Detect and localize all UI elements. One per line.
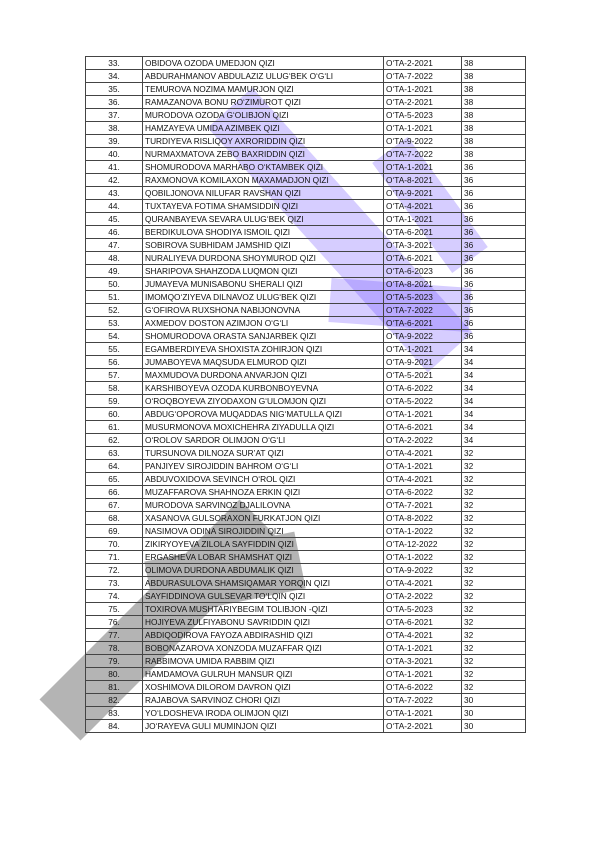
score-value: 36 (462, 239, 526, 252)
table-row (86, 70, 526, 83)
score-value: 34 (462, 382, 526, 395)
row-number: 82. (86, 694, 143, 707)
table-row (86, 291, 526, 304)
score-value: 30 (462, 707, 526, 720)
table-row (86, 473, 526, 486)
row-number: 75. (86, 603, 143, 616)
row-number: 67. (86, 499, 143, 512)
table-row (86, 668, 526, 681)
group-code: O‘TA-1-2021 (384, 642, 462, 655)
score-value: 34 (462, 356, 526, 369)
table-row (86, 226, 526, 239)
group-code: O‘TA-8-2021 (384, 278, 462, 291)
score-value: 38 (462, 135, 526, 148)
score-value: 36 (462, 252, 526, 265)
table-row (86, 681, 526, 694)
group-code: O‘TA-3-2021 (384, 239, 462, 252)
student-name: SAYFIDDINOVA GULSEVAR TO‘LQIN QIZI (143, 590, 384, 603)
group-code: O‘TA-6-2022 (384, 382, 462, 395)
student-name: MURODOVA OZODA G‘OLIBJON QIZI (143, 109, 384, 122)
table-row (86, 356, 526, 369)
row-number: 36. (86, 96, 143, 109)
score-value: 36 (462, 226, 526, 239)
score-value: 36 (462, 278, 526, 291)
table-row (86, 187, 526, 200)
row-number: 48. (86, 252, 143, 265)
score-value: 36 (462, 265, 526, 278)
student-name: TURSUNOVA DILNOZA SUR’AT QIZI (143, 447, 384, 460)
group-code: O‘TA-9-2022 (384, 564, 462, 577)
group-code: O‘TA-6-2023 (384, 265, 462, 278)
score-value: 32 (462, 512, 526, 525)
student-name: ABDURAHMANOV ABDULAZIZ ULUG‘BEK O‘G‘LI (143, 70, 384, 83)
row-number: 74. (86, 590, 143, 603)
group-code: O‘TA-4-2021 (384, 447, 462, 460)
table-row (86, 408, 526, 421)
table-row (86, 330, 526, 343)
table-row (86, 343, 526, 356)
student-name: SHARIPOVA SHAHZODA LUQMON QIZI (143, 265, 384, 278)
student-name: RAJABOVA SARVINOZ CHORI QIZI (143, 694, 384, 707)
group-code: O‘TA-6-2022 (384, 486, 462, 499)
score-value: 32 (462, 486, 526, 499)
student-name: HOJIYEVA ZULFIYABONU SAVRIDDIN QIZI (143, 616, 384, 629)
student-name: EGAMBERDIYEVA SHOXISTA ZOHIRJON QIZI (143, 343, 384, 356)
student-name: TUXTAYEVA FOTIMA SHAMSIDDIN QIZI (143, 200, 384, 213)
group-code: O‘TA-7-2022 (384, 304, 462, 317)
row-number: 42. (86, 174, 143, 187)
group-code: O‘TA-1-2021 (384, 707, 462, 720)
row-number: 73. (86, 577, 143, 590)
score-value: 32 (462, 525, 526, 538)
student-name: ABDURASULOVA SHAMSIQAMAR YORQIN QIZI (143, 577, 384, 590)
group-code: O‘TA-6-2021 (384, 317, 462, 330)
row-number: 84. (86, 720, 143, 733)
row-number: 80. (86, 668, 143, 681)
score-value: 32 (462, 642, 526, 655)
table-row (86, 161, 526, 174)
score-value: 32 (462, 629, 526, 642)
row-number: 49. (86, 265, 143, 278)
student-name: SHOMURODOVA ORASTA SANJARBEK QIZI (143, 330, 384, 343)
table-row (86, 642, 526, 655)
row-number: 33. (86, 57, 143, 70)
student-name: IMOMQO‘ZIYEVA DILNAVOZ ULUG‘BEK QIZI (143, 291, 384, 304)
score-value: 32 (462, 551, 526, 564)
table-row (86, 278, 526, 291)
table-row (86, 122, 526, 135)
score-value: 34 (462, 421, 526, 434)
row-number: 50. (86, 278, 143, 291)
score-value: 36 (462, 174, 526, 187)
row-number: 44. (86, 200, 143, 213)
score-value: 38 (462, 83, 526, 96)
group-code: O‘TA-4-2021 (384, 200, 462, 213)
score-value: 32 (462, 616, 526, 629)
row-number: 35. (86, 83, 143, 96)
row-number: 34. (86, 70, 143, 83)
student-name: BERDIKULOVA SHODIYA ISMOIL QIZI (143, 226, 384, 239)
table-row (86, 694, 526, 707)
row-number: 71. (86, 551, 143, 564)
group-code: O‘TA-7-2022 (384, 694, 462, 707)
student-name: JO‘RAYEVA GULI MUMINJON QIZI (143, 720, 384, 733)
score-value: 32 (462, 538, 526, 551)
table-row (86, 369, 526, 382)
score-value: 34 (462, 395, 526, 408)
student-name: O‘ROLOV SARDOR OLIMJON O‘G‘LI (143, 434, 384, 447)
group-code: O‘TA-12-2022 (384, 538, 462, 551)
row-number: 79. (86, 655, 143, 668)
table-row (86, 148, 526, 161)
score-value: 38 (462, 122, 526, 135)
student-name: JUMAYEVA MUNISABONU SHERALI QIZI (143, 278, 384, 291)
score-value: 30 (462, 720, 526, 733)
row-number: 38. (86, 122, 143, 135)
table-row (86, 96, 526, 109)
table-row (86, 252, 526, 265)
score-value: 36 (462, 187, 526, 200)
student-name: HAMDAMOVA GULRUH MANSUR QIZI (143, 668, 384, 681)
score-value: 32 (462, 655, 526, 668)
row-number: 47. (86, 239, 143, 252)
score-value: 36 (462, 213, 526, 226)
student-name: RABBIMOVA UMIDA RABBIM QIZI (143, 655, 384, 668)
table-row (86, 499, 526, 512)
table-row (86, 57, 526, 70)
group-code: O‘TA-2-2022 (384, 590, 462, 603)
student-name: JUMABOYEVA MAQSUDA ELMUROD QIZI (143, 356, 384, 369)
table-row (86, 109, 526, 122)
student-name: QOBILJONOVA NILUFAR RAVSHAN QIZI (143, 187, 384, 200)
table-row (86, 83, 526, 96)
row-number: 55. (86, 343, 143, 356)
row-number: 65. (86, 473, 143, 486)
table-row (86, 317, 526, 330)
group-code: O‘TA-4-2021 (384, 473, 462, 486)
row-number: 51. (86, 291, 143, 304)
table-row (86, 720, 526, 733)
row-number: 54. (86, 330, 143, 343)
student-score-table (85, 56, 526, 733)
table-row (86, 447, 526, 460)
student-name: NURALIYEVA DURDONA SHOYMUROD QIZI (143, 252, 384, 265)
row-number: 76. (86, 616, 143, 629)
group-code: O‘TA-5-2023 (384, 291, 462, 304)
table-row (86, 616, 526, 629)
group-code: O‘TA-1-2021 (384, 83, 462, 96)
score-value: 32 (462, 460, 526, 473)
score-value: 32 (462, 447, 526, 460)
row-number: 37. (86, 109, 143, 122)
table-row (86, 200, 526, 213)
table-row (86, 538, 526, 551)
row-number: 60. (86, 408, 143, 421)
table-row (86, 382, 526, 395)
row-number: 58. (86, 382, 143, 395)
row-number: 53. (86, 317, 143, 330)
score-value: 30 (462, 694, 526, 707)
row-number: 39. (86, 135, 143, 148)
group-code: O‘TA-8-2022 (384, 512, 462, 525)
row-number: 68. (86, 512, 143, 525)
group-code: O‘TA-1-2021 (384, 408, 462, 421)
group-code: O‘TA-6-2021 (384, 421, 462, 434)
group-code: O‘TA-9-2021 (384, 187, 462, 200)
table-row (86, 590, 526, 603)
table-row (86, 434, 526, 447)
student-name: MUSURMONOVA MOXICHEHRA ZIYADULLA QIZI (143, 421, 384, 434)
student-name: SOBIROVA SUBHIDAM JAMSHID QIZI (143, 239, 384, 252)
student-name: XASANOVA GULSORAXON FURKATJON QIZI (143, 512, 384, 525)
student-name: TEMUROVA NOZIMA MAMURJON QIZI (143, 83, 384, 96)
score-value: 32 (462, 473, 526, 486)
row-number: 78. (86, 642, 143, 655)
student-name: ZIKIRYOYEVA ZILOLA SAYFIDDIN QIZI (143, 538, 384, 551)
group-code: O‘TA-8-2021 (384, 174, 462, 187)
student-name: BOBONAZAROVA XONZODA MUZAFFAR QIZI (143, 642, 384, 655)
score-value: 36 (462, 317, 526, 330)
row-number: 45. (86, 213, 143, 226)
row-number: 72. (86, 564, 143, 577)
score-value: 32 (462, 668, 526, 681)
score-value: 32 (462, 603, 526, 616)
table-row (86, 577, 526, 590)
student-name: TURDIYEVA RISLIQOY AXRORIDDIN QIZI (143, 135, 384, 148)
score-value: 34 (462, 408, 526, 421)
student-name: ERGASHEVA LOBAR SHAMSHAT QIZI (143, 551, 384, 564)
group-code: O‘TA-2-2021 (384, 720, 462, 733)
score-value: 36 (462, 304, 526, 317)
group-code: O‘TA-7-2022 (384, 148, 462, 161)
row-number: 66. (86, 486, 143, 499)
student-name: NURMAXMATOVA ZEBO BAXRIDDIN QIZI (143, 148, 384, 161)
row-number: 46. (86, 226, 143, 239)
table-row (86, 460, 526, 473)
table-row (86, 629, 526, 642)
student-name: OLIMOVA DURDONA ABDUMALIK QIZI (143, 564, 384, 577)
group-code: O‘TA-5-2023 (384, 109, 462, 122)
table-row (86, 525, 526, 538)
student-name: RAXMONOVA KOMILAXON MAXAMADJON QIZI (143, 174, 384, 187)
group-code: O‘TA-6-2021 (384, 226, 462, 239)
group-code: O‘TA-9-2022 (384, 330, 462, 343)
table-row (86, 707, 526, 720)
group-code: O‘TA-4-2021 (384, 629, 462, 642)
group-code: O‘TA-2-2021 (384, 96, 462, 109)
student-name: YO‘LDOSHEVA IRODA OLIMJON QIZI (143, 707, 384, 720)
student-name: MAXMUDOVA DURDONA ANVARJON QIZI (143, 369, 384, 382)
group-code: O‘TA-5-2021 (384, 369, 462, 382)
group-code: O‘TA-1-2021 (384, 213, 462, 226)
row-number: 57. (86, 369, 143, 382)
row-number: 64. (86, 460, 143, 473)
student-name: SHOMURODOVA MARHABO O‘KTAMBEK QIZI (143, 161, 384, 174)
student-name: MURODOVA SARVINOZ DJALILOVNA (143, 499, 384, 512)
group-code: O‘TA-1-2021 (384, 122, 462, 135)
score-value: 32 (462, 577, 526, 590)
row-number: 40. (86, 148, 143, 161)
score-value: 34 (462, 343, 526, 356)
student-name: ABDIQODIROVA FAYOZA ABDIRASHID QIZI (143, 629, 384, 642)
table-row (86, 486, 526, 499)
student-name: G‘OFIROVA RUXSHONA NABIJONOVNA (143, 304, 384, 317)
score-value: 32 (462, 564, 526, 577)
student-name: PANJIYEV SIROJIDDIN BAHROM O‘G‘LI (143, 460, 384, 473)
student-name: RAMAZANOVA BONU RO‘ZIMUROT QIZI (143, 96, 384, 109)
row-number: 70. (86, 538, 143, 551)
row-number: 56. (86, 356, 143, 369)
group-code: O‘TA-4-2021 (384, 577, 462, 590)
score-value: 32 (462, 681, 526, 694)
row-number: 41. (86, 161, 143, 174)
student-name: ABDUVOXIDOVA SEVINCH O‘ROL QIZI (143, 473, 384, 486)
group-code: O‘TA-6-2021 (384, 616, 462, 629)
student-name: O‘ROQBOYEVA ZIYODAXON G‘ULOMJON QIZI (143, 395, 384, 408)
score-value: 36 (462, 161, 526, 174)
group-code: O‘TA-2-2021 (384, 57, 462, 70)
table-row (86, 174, 526, 187)
group-code: O‘TA-1-2021 (384, 668, 462, 681)
student-name: HAMZAYEVA UMIDA AZIMBEK QIZI (143, 122, 384, 135)
table-row (86, 213, 526, 226)
group-code: O‘TA-7-2021 (384, 499, 462, 512)
score-value: 38 (462, 96, 526, 109)
group-code: O‘TA-6-2022 (384, 681, 462, 694)
group-code: O‘TA-1-2022 (384, 525, 462, 538)
row-number: 43. (86, 187, 143, 200)
student-name: XOSHIMOVA DILOROM DAVRON QIZI (143, 681, 384, 694)
table-row (86, 239, 526, 252)
group-code: O‘TA-6-2021 (384, 252, 462, 265)
table-row (86, 551, 526, 564)
group-code: O‘TA-1-2022 (384, 551, 462, 564)
table-row (86, 421, 526, 434)
student-name: KARSHIBOYEVA OZODA KURBONBOYEVNA (143, 382, 384, 395)
student-name: MUZAFFAROVA SHAHNOZA ERKIN QIZI (143, 486, 384, 499)
score-value: 36 (462, 330, 526, 343)
score-value: 32 (462, 499, 526, 512)
row-number: 62. (86, 434, 143, 447)
score-value: 34 (462, 369, 526, 382)
group-code: O‘TA-9-2022 (384, 135, 462, 148)
row-number: 61. (86, 421, 143, 434)
table-row (86, 655, 526, 668)
student-name: ABDUG‘OPOROVA MUQADDAS NIG‘MATULLA QIZI (143, 408, 384, 421)
group-code: O‘TA-1-2021 (384, 161, 462, 174)
score-value: 38 (462, 70, 526, 83)
group-code: O‘TA-5-2022 (384, 395, 462, 408)
student-name: OBIDOVA OZODA UMEDJON QIZI (143, 57, 384, 70)
score-value: 36 (462, 291, 526, 304)
score-value: 38 (462, 148, 526, 161)
table-row (86, 304, 526, 317)
table-row (86, 564, 526, 577)
table-row (86, 135, 526, 148)
group-code: O‘TA-9-2021 (384, 356, 462, 369)
table-row (86, 265, 526, 278)
group-code: O‘TA-2-2022 (384, 434, 462, 447)
score-value: 36 (462, 200, 526, 213)
row-number: 52. (86, 304, 143, 317)
row-number: 69. (86, 525, 143, 538)
row-number: 83. (86, 707, 143, 720)
score-value: 38 (462, 57, 526, 70)
score-value: 32 (462, 590, 526, 603)
row-number: 59. (86, 395, 143, 408)
student-name: AXMEDOV DOSTON AZIMJON O‘G‘LI (143, 317, 384, 330)
student-name: QURANBAYEVA SEVARA ULUG‘BEK QIZI (143, 213, 384, 226)
score-value: 38 (462, 109, 526, 122)
row-number: 77. (86, 629, 143, 642)
group-code: O‘TA-7-2022 (384, 70, 462, 83)
group-code: O‘TA-5-2023 (384, 603, 462, 616)
group-code: O‘TA-1-2021 (384, 460, 462, 473)
score-value: 34 (462, 434, 526, 447)
student-name: NASIMOVA ODINA SIROJIDDIN QIZI (143, 525, 384, 538)
group-code: O‘TA-3-2021 (384, 655, 462, 668)
table-row (86, 603, 526, 616)
row-number: 63. (86, 447, 143, 460)
student-name: TOXIROVA MUSHTARIYBEGIM TOLIBJON -QIZI (143, 603, 384, 616)
table-row (86, 512, 526, 525)
group-code: O‘TA-1-2021 (384, 343, 462, 356)
row-number: 81. (86, 681, 143, 694)
table-row (86, 395, 526, 408)
